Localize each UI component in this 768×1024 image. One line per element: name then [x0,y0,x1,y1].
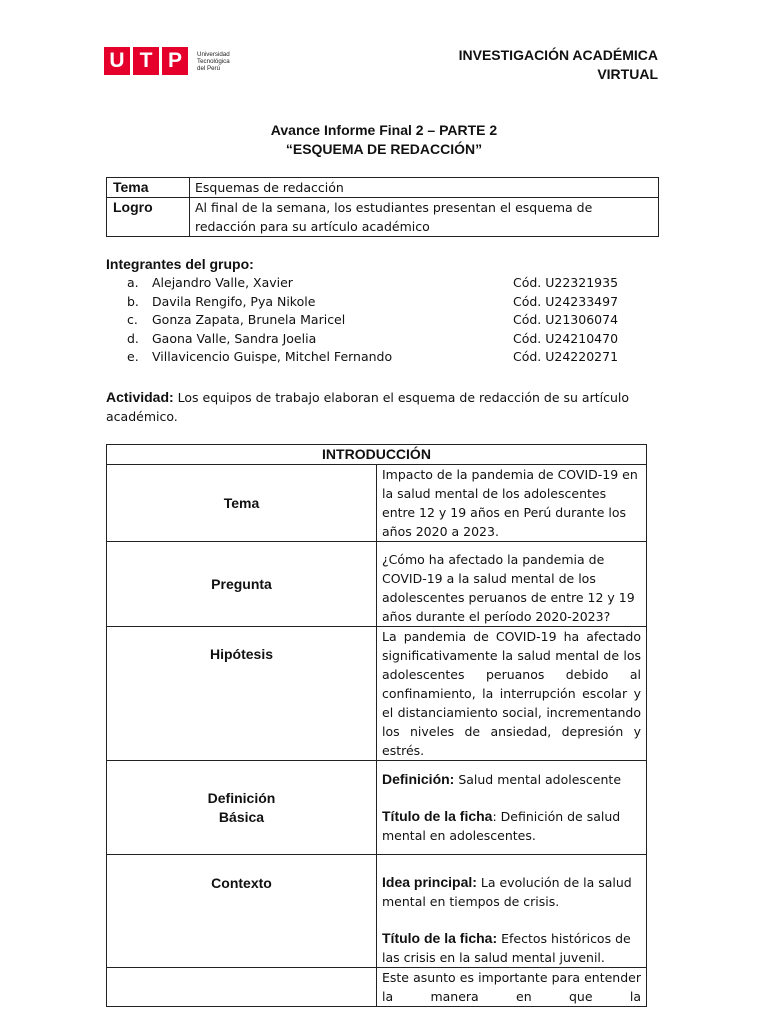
utp-logo [104,47,230,75]
list-item [127,293,627,312]
member-code: Cód. U24233497 [513,293,619,309]
logo-letter-p: P [162,47,188,75]
intro-contexto-label: Contexto [107,855,377,968]
logo-caption-line: Universidad [197,50,230,58]
document-title-line2: “ESQUEMA DE REDACCIÓN” [285,141,483,157]
logro-label: Logro [107,198,190,237]
member-name: Davila Rengifo, Pya Nikole [152,293,316,309]
ficha2-value: Efectos históricos de las crisis en la salud mental juvenil. [382,931,631,965]
member-letter: d. [127,330,139,346]
member-code: Cód. U22321935 [513,275,619,290]
activity-text: Los equipos de trabajo elaboran el esquema de redacción de su artículo académico. [106,390,630,424]
table-row [107,178,659,198]
idea-value: La evolución de la salud mental en tiempos de crisis. [382,875,632,909]
spacer [382,911,641,929]
intro-hipotesis-label: Hipótesis [107,627,377,761]
logo-letter-t: T [133,47,159,75]
tema-label: Tema [107,178,190,198]
definicion-label-line2: Básica [218,808,265,825]
course-name-line1: INVESTIGACIÓN ACADÉMICA [458,47,658,63]
intro-pregunta-text [377,542,647,627]
member-code: Cód. U21306074 [513,312,619,328]
intro-contexto-text [377,855,647,968]
spacer [382,789,641,807]
logo-caption [197,51,230,72]
introduction-heading: INTRODUCCIÓN [107,445,647,465]
idea-line [382,873,641,911]
ficha1-key: Título de la ficha [382,808,493,824]
table-row [107,465,647,542]
ficha1-line [382,807,641,845]
list-item [127,274,627,293]
table-row [107,761,647,855]
member-letter: c. [127,312,138,328]
ficha2-line [382,929,641,967]
member-letter: b. [127,293,139,309]
intro-tema-label: Tema [107,465,377,542]
definicion-value: Salud mental adolescente [454,772,622,787]
members-list [127,274,627,367]
activity-label: Actividad: [106,389,174,405]
member-code: Cód. U24220271 [513,349,619,365]
member-code: Cód. U24210470 [513,330,619,346]
member-letter: a. [127,275,139,290]
definicion-line [382,770,641,789]
logro-value: Al final de la semana, los estudiantes presentan el esquema de redacción para su artículo académico [190,198,659,237]
topic-info-table [106,177,659,237]
logo-caption-line: Tecnológica [197,57,230,65]
empty-label-cell [107,968,377,1007]
table-row [107,855,647,968]
document-title [0,121,768,159]
logo-letter-u: U [104,47,130,75]
list-item [127,311,627,330]
definicion-key: Definición: [382,771,455,787]
intro-definicion-label [107,761,377,855]
member-name: Alejandro Valle, Xavier [152,275,293,290]
list-item [127,330,627,349]
member-name: Gonza Zapata, Brunela Maricel [152,312,346,328]
ficha1-value: : Definición de salud mental en adolescentes. [382,809,621,843]
intro-tema-text: Impacto de la pandemia de COVID-19 en la salud mental de los adolescentes entre 12 y 19 años en Perú durante los años 2020 a 2023. [377,465,647,542]
table-row [107,542,647,627]
ficha2-key: Título de la ficha: [382,930,498,946]
pregunta-text: ¿Cómo ha afectado la pandemia de COVID-19 a la salud mental de los adolescentes peruanos de entre 12 y 19 años durante el período 2020-2023? [382,552,635,624]
definicion-label-line1: Definición [207,789,276,806]
last-row-text: Este asunto es importante para entender la manera en que la [377,968,647,1007]
table-row [107,198,659,237]
table-row [107,968,647,1007]
member-name: Gaona Valle, Sandra Joelia [152,330,317,346]
member-name: Villavicencio Guispe, Mitchel Fernando [152,349,393,365]
members-heading: Integrantes del grupo: [106,256,254,272]
introduction-table [106,444,647,1007]
idea-key: Idea principal: [382,874,477,890]
course-name [459,46,658,84]
table-row [107,627,647,761]
course-name-line2: VIRTUAL [597,66,658,82]
list-item [127,348,627,367]
intro-definicion-text [377,761,647,855]
member-letter: e. [127,349,139,365]
table-row [107,445,647,465]
activity-paragraph [106,388,646,426]
intro-pregunta-label: Pregunta [107,542,377,627]
tema-value: Esquemas de redacción [190,178,659,198]
document-title-line1: Avance Informe Final 2 – PARTE 2 [270,122,498,138]
intro-hipotesis-text: La pandemia de COVID-19 ha afectado significativamente la salud mental de los adolescentes peruanos debido al confinamiento, la interrupción escolar y el distanciamiento social, incrementando los niveles de ansiedad, depresión y estrés. [377,627,647,761]
logo-caption-line: del Perú [197,64,221,72]
